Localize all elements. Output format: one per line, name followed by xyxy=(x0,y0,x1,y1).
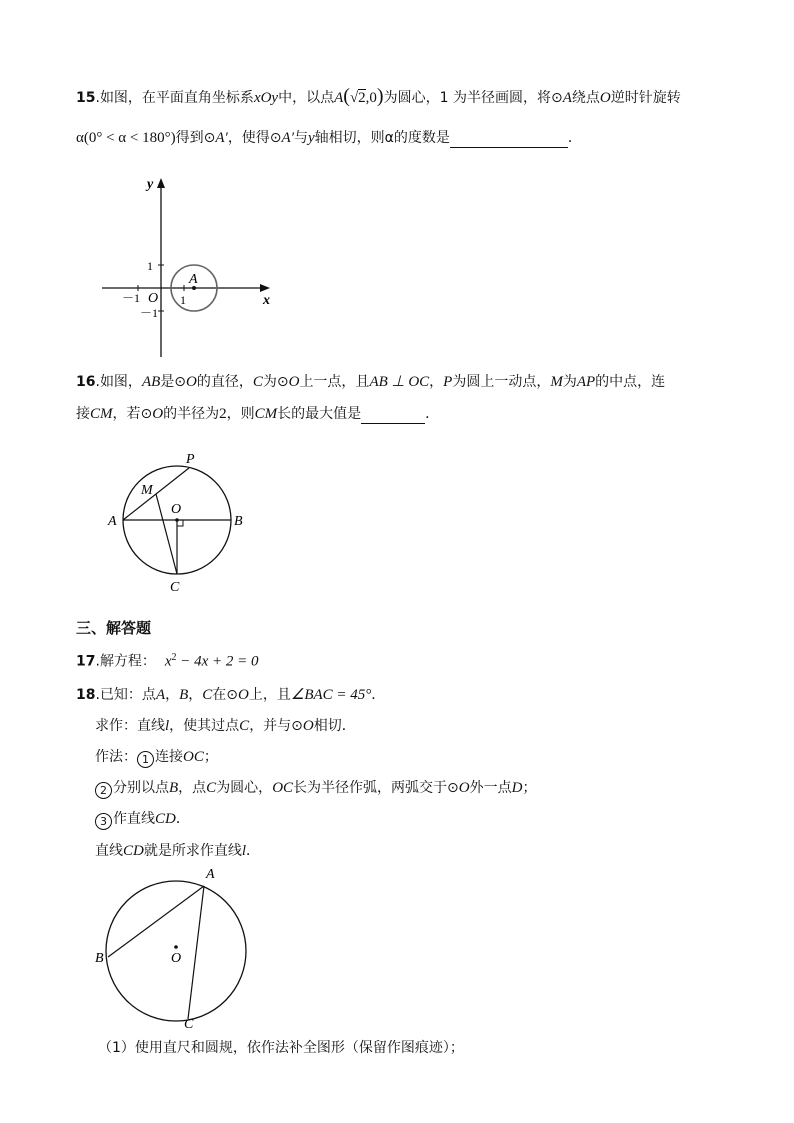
y-axis-label: y xyxy=(147,177,154,192)
x-axis-label: x xyxy=(263,293,270,308)
q15-line1: 15.如图，在平面直角坐标系xOy中，以点A(√2,0)为圆心，1 为半径画圆，将⊙A绕点O逆时针旋转 xyxy=(76,85,681,107)
svg-text:B: B xyxy=(234,514,243,529)
svg-text:C: C xyxy=(170,580,180,595)
svg-text:A: A xyxy=(189,272,198,287)
svg-text:A: A xyxy=(206,867,215,882)
section-heading: 三、解答题 xyxy=(76,619,152,637)
svg-text:A: A xyxy=(108,514,117,529)
q18-part1: （1）使用直尺和圆规，依作法补全图形（保留作图痕迹）； xyxy=(98,1040,464,1056)
q18-given: 18.已知：点A，B，C在⊙O上，且∠BAC = 45°． xyxy=(76,687,386,703)
q16-line2: 接CM，若⊙O的半径为2，则CM长的最大值是 ． xyxy=(76,406,440,422)
svg-text:－1: －1 xyxy=(122,291,141,305)
answer-blank-15[interactable] xyxy=(450,133,568,148)
svg-text:C: C xyxy=(184,1017,194,1032)
q18-conclusion: 直线CD就是所求作直线l． xyxy=(95,843,261,859)
answer-blank-16[interactable] xyxy=(361,409,425,424)
q15-line2: α(0° < α < 180°)得到⊙A′，使得⊙A′与y轴相切，则α的度数是 ． xyxy=(76,130,582,146)
q18-require: 求作：直线l，使其过点C，并与⊙O相切． xyxy=(95,718,356,734)
q18-step1: 作法： 1 连接OC； xyxy=(95,749,218,766)
q18-step2: 2 分别以点B，点C为圆心，OC长为半径作弧，两弧交于⊙O外一点D； xyxy=(95,778,536,799)
svg-text:P: P xyxy=(186,452,195,467)
q16-circle-figure xyxy=(100,448,260,598)
svg-text:B: B xyxy=(95,951,104,966)
svg-text:1: 1 xyxy=(180,293,186,307)
q18-circle-figure xyxy=(92,864,262,1034)
svg-text:O: O xyxy=(171,502,182,517)
svg-text:O: O xyxy=(148,291,159,306)
svg-text:－1: －1 xyxy=(140,306,159,320)
svg-text:O: O xyxy=(171,951,182,966)
q18-step3: 3 作直线CD． xyxy=(95,809,190,830)
q16-line1: 16.如图，AB是⊙O的直径，C为⊙O上一点，且AB ⊥ OC，P为圆上一动点，M为AP的中点，连 xyxy=(76,374,666,390)
q17-line: 17.解方程： $x^2 - 4x + 2 = 0$ xyxy=(76,652,259,670)
svg-text:1: 1 xyxy=(147,259,153,273)
q15-coordinate-figure xyxy=(100,172,290,362)
svg-text:M: M xyxy=(141,483,153,498)
